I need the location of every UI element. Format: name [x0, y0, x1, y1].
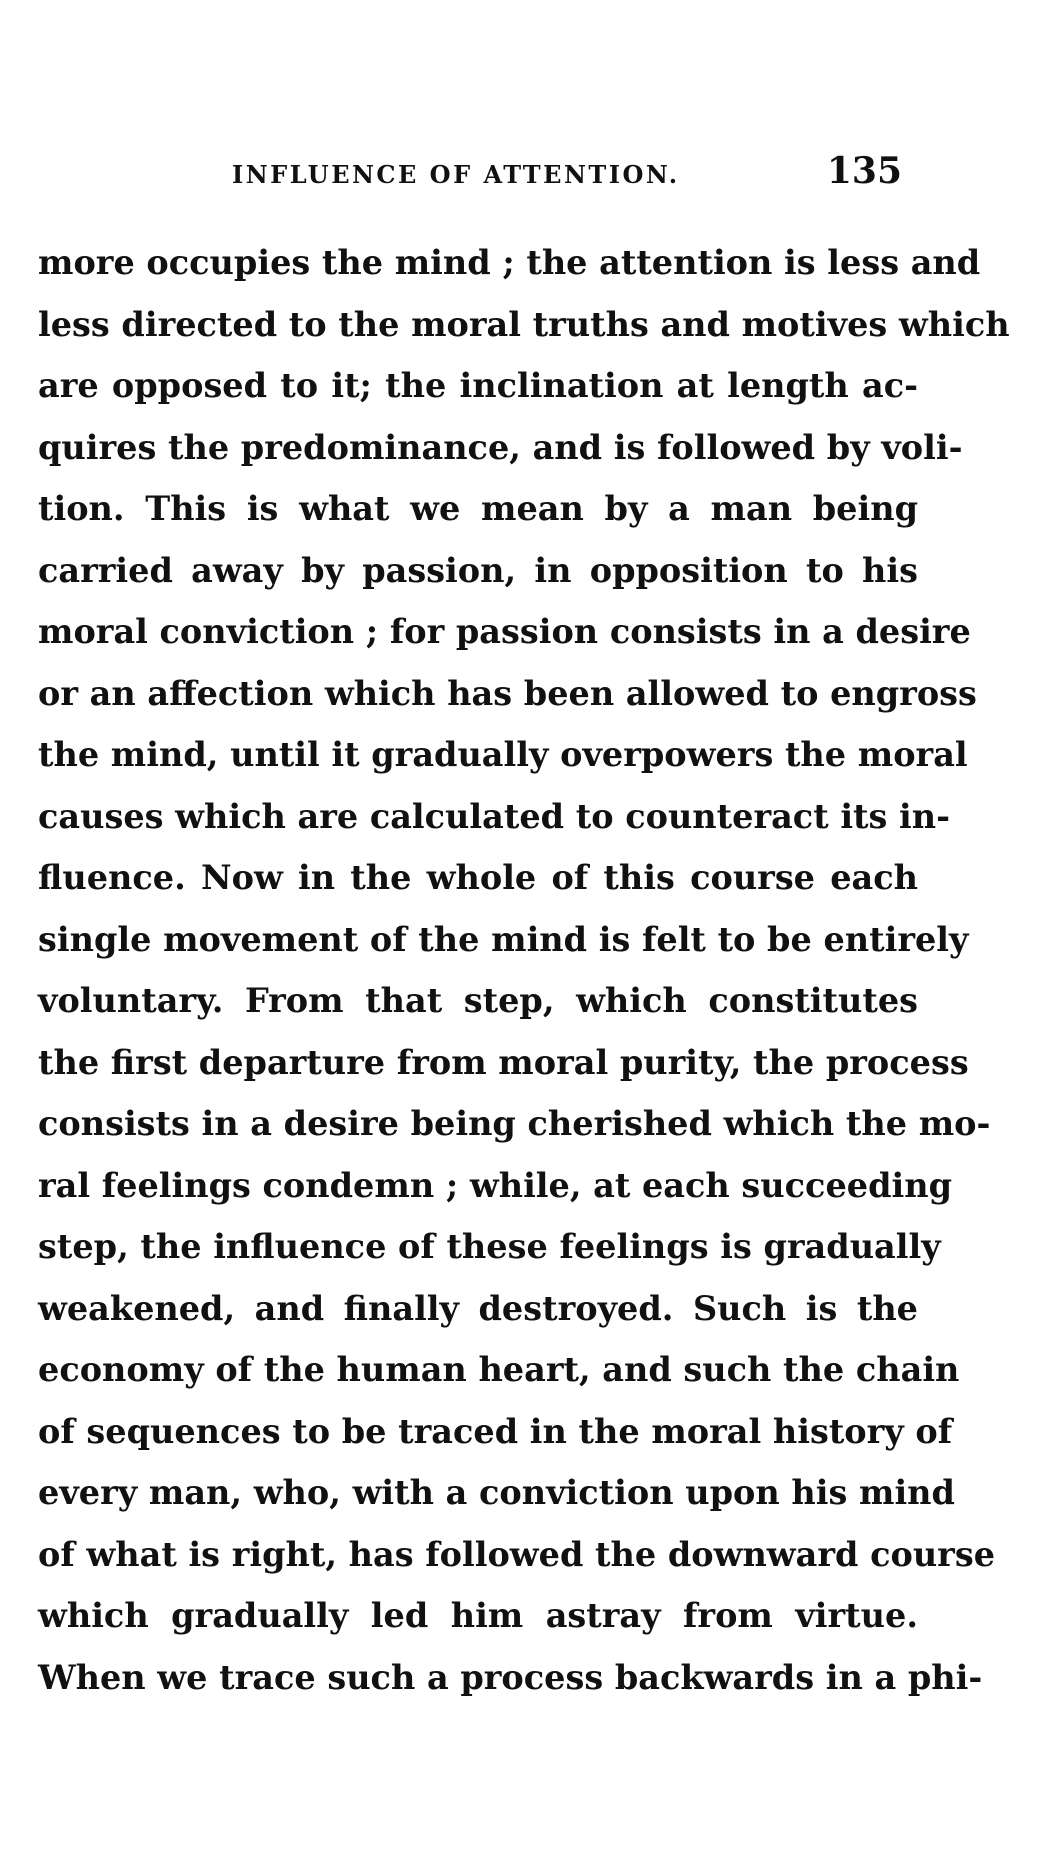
- text-line: carried away by passion, in opposition to his: [38, 550, 918, 590]
- text-line: tion. This is what we mean by a man being: [38, 489, 918, 528]
- text-line: economy of the human heart, and such the chain: [38, 1350, 960, 1389]
- page-number: 135: [826, 150, 902, 192]
- text-line: less directed to the moral truths and motives which: [38, 304, 1010, 344]
- text-line: the first departure from moral purity, the process: [38, 1042, 969, 1082]
- text-line: of what is right, has followed the downward course: [38, 1534, 996, 1574]
- text-line: quires the predominance, and is followed by voli-: [38, 427, 963, 467]
- text-line: step, the influence of these feelings is gradually: [38, 1227, 941, 1266]
- text-line: of sequences to be traced in the moral history of: [38, 1411, 953, 1451]
- text-line: more occupies the mind ; the attention is less and: [38, 243, 981, 282]
- text-line: fluence. Now in the whole of this course each: [38, 858, 918, 897]
- text-line: or an affection which has been allowed to engross: [38, 673, 977, 713]
- running-head: [232, 150, 922, 194]
- text-line: When we trace such a process backwards in a phi-: [38, 1657, 983, 1697]
- text-line: causes which are calculated to counteract its in-: [38, 796, 951, 836]
- text-line: moral conviction ; for passion consists in a desire: [38, 612, 971, 651]
- body-text: [38, 232, 1010, 1708]
- text-line: are opposed to it; the inclination at length ac-: [38, 366, 918, 405]
- text-line: consists in a desire being cherished which the mo-: [38, 1104, 991, 1143]
- text-line: which gradually led him astray from virtue.: [38, 1596, 918, 1635]
- text-line: voluntary. From that step, which constitutes: [38, 981, 918, 1020]
- text-line: every man, who, with a conviction upon his mind: [38, 1473, 955, 1512]
- text-line: single movement of the mind is felt to be entirely: [38, 919, 969, 959]
- text-line: the mind, until it gradually overpowers the moral: [38, 735, 968, 774]
- running-title: INFLUENCE OF ATTENTION.: [232, 160, 680, 189]
- text-line: weakened, and finally destroyed. Such is the: [38, 1288, 918, 1328]
- text-line: ral feelings condemn ; while, at each succeeding: [38, 1165, 953, 1205]
